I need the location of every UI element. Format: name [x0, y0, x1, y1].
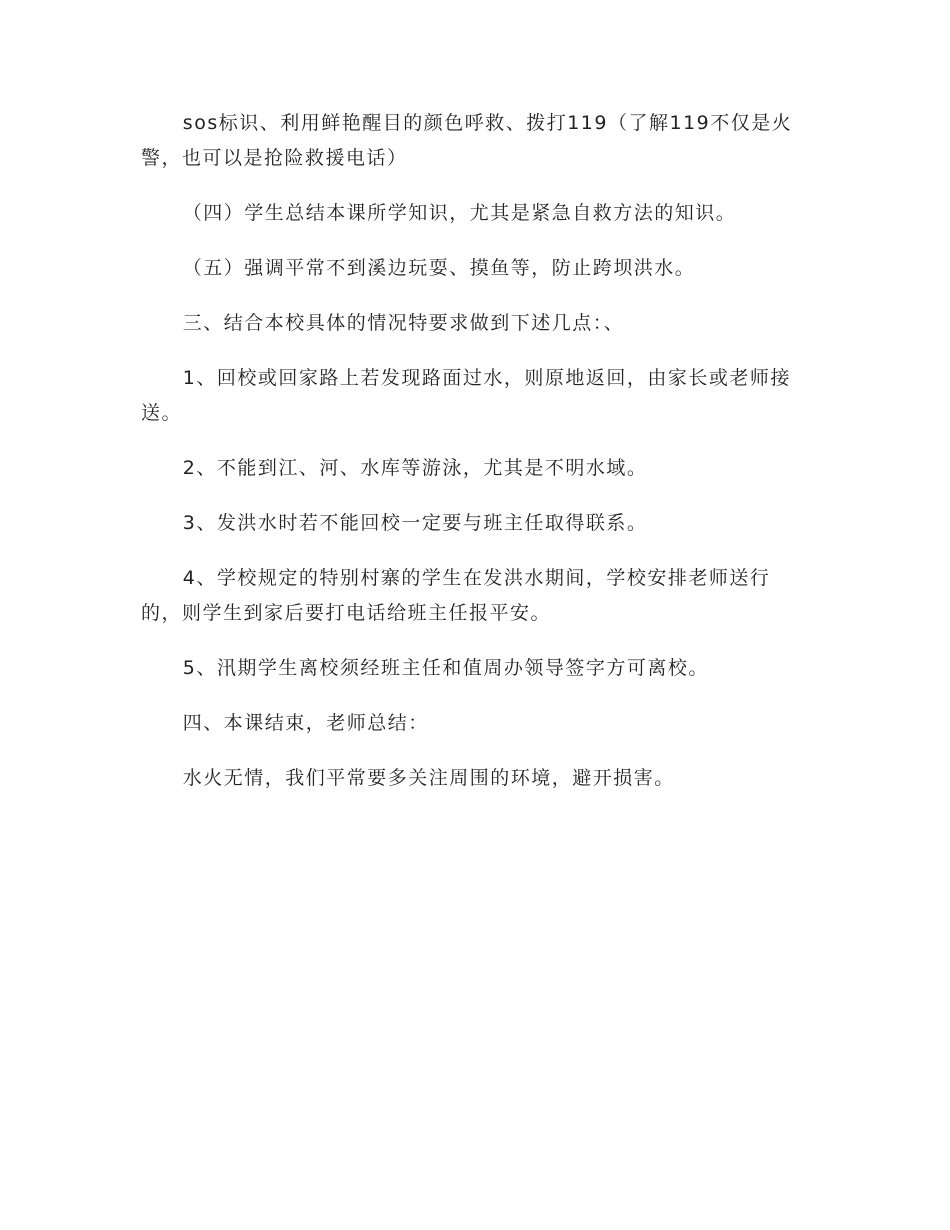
list-item-3: 3、发洪水时若不能回校一定要与班主任取得联系。 [182, 512, 648, 534]
paragraph-emergency-signals: sos标识、利用鲜艳醒目的颜色呼救、拨打119（了解119不仅是火警，也可以是抢险救援电话） [141, 112, 793, 169]
list-item-4: 4、学校规定的特别村寨的学生在发洪水期间，学校安排老师送行的，则学生到家后要打电话给班主任报平安。 [141, 567, 771, 624]
paragraph-stream-warning: （五）强调平常不到溪边玩耍、摸鱼等，防止跨坝洪水。 [182, 257, 696, 279]
section-heading-school-requirements: 三、结合本校具体的情况特要求做到下述几点：、 [182, 312, 625, 334]
list-item-1: 1、回校或回家路上若发现路面过水，则原地返回，由家长或老师接送。 [141, 367, 791, 424]
document-body [141, 106, 811, 816]
section-heading-conclusion: 四、本课结束，老师总结： [182, 712, 429, 734]
list-item-5: 5、汛期学生离校须经班主任和值周办领导签字方可离校。 [182, 657, 709, 679]
paragraph-closing: 水火无情，我们平常要多关注周围的环境，避开损害。 [182, 767, 675, 789]
paragraph-summary-knowledge: （四）学生总结本课所学知识，尤其是紧急自救方法的知识。 [182, 202, 737, 224]
list-item-2: 2、不能到江、河、水库等游泳，尤其是不明水域。 [182, 457, 648, 479]
